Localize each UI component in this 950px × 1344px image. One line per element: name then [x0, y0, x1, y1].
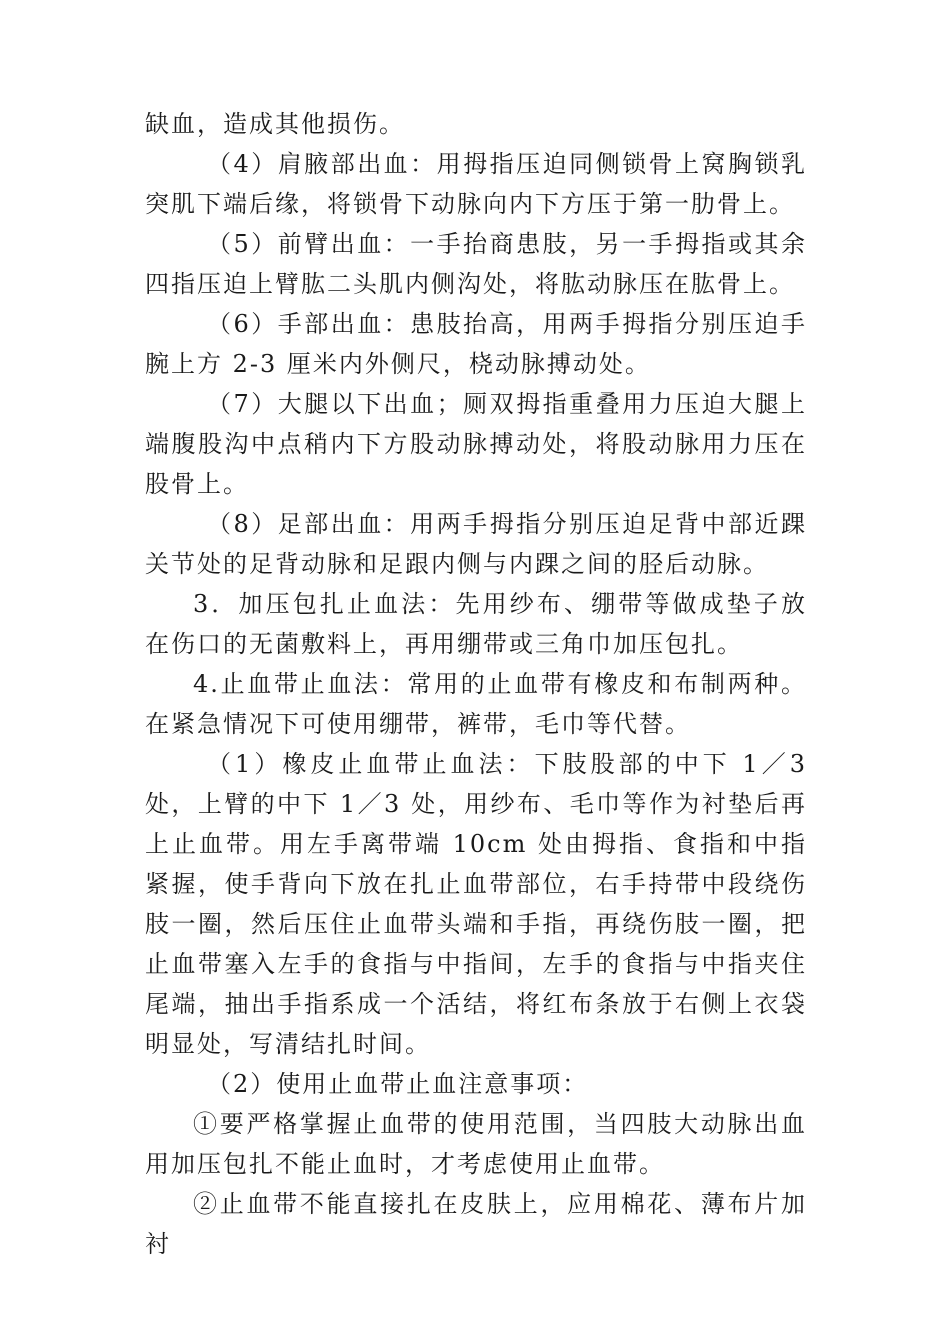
paragraph-note-1: ①要严格掌握止血带的使用范围，当四肢大动脉出血用加压包扎不能止血时，才考虑使用止血带。: [145, 1110, 807, 1178]
paragraph-foot-bleeding: （8）足部出血：用两手拇指分别压迫足背中部近踝关节处的足背动脉和足跟内侧与内踝之间的胫后动脉。: [145, 510, 807, 578]
paragraph-shoulder-bleeding: （4）肩腋部出血：用拇指压迫同侧锁骨上窝胸锁乳突肌下端后缘，将锁骨下动脉向内下方压于第一肋骨上。: [145, 150, 807, 218]
paragraph-hand-bleeding: （6）手部出血：患肢抬高，用两手拇指分别压迫手腕上方 2-3 厘米内外侧尺，桡动脉搏动处。: [145, 310, 807, 378]
paragraph-rubber-tourniquet: （1）橡皮止血带止血法：下肢股部的中下 1／3 处，上臂的中下 1／3 处，用纱布、毛巾等作为衬垫后再上止血带。用左手离带端 10cm 处由拇指、食指和中指紧握，使手背向下放在扎止血带部位，右手持带中段绕伤肢一圈，然后压住止血带头端和手指，再绕伤肢一圈，把止血带塞入左手的食指与中指间，左手的食指与中指夹住尾端，抽出手指系成一个活结，将红布条放于右侧上衣袋明显处，写清结扎时间。: [145, 750, 807, 1058]
body-text: [145, 104, 807, 1264]
paragraph-forearm-bleeding: （5）前臂出血：一手抬商患肢，另一手拇指或其余四指压迫上臂肱二头肌内侧沟处，将肱动脉压在肱骨上。: [145, 230, 807, 298]
paragraph-pressure-bandage: 3．加压包扎止血法：先用纱布、绷带等做成垫子放在伤口的无菌敷料上，再用绷带或三角巾加压包扎。: [145, 590, 807, 658]
paragraph-tourniquet-notes-heading: （2）使用止血带止血注意事项：: [207, 1070, 589, 1098]
paragraph-note-2: ②止血带不能直接扎在皮肤上，应用棉花、薄布片加衬: [145, 1190, 807, 1258]
paragraph-tourniquet-method: 4.止血带止血法：常用的止血带有橡皮和布制两种。在紧急情况下可使用绷带，裤带，毛巾等代替。: [145, 670, 807, 738]
paragraph-thigh-bleeding: （7）大腿以下出血；厕双拇指重叠用力压迫大腿上端腹股沟中点稍内下方股动脉搏动处，将股动脉用力压在股骨上。: [145, 390, 807, 498]
paragraph-continuation: 缺血，造成其他损伤。: [145, 110, 405, 138]
